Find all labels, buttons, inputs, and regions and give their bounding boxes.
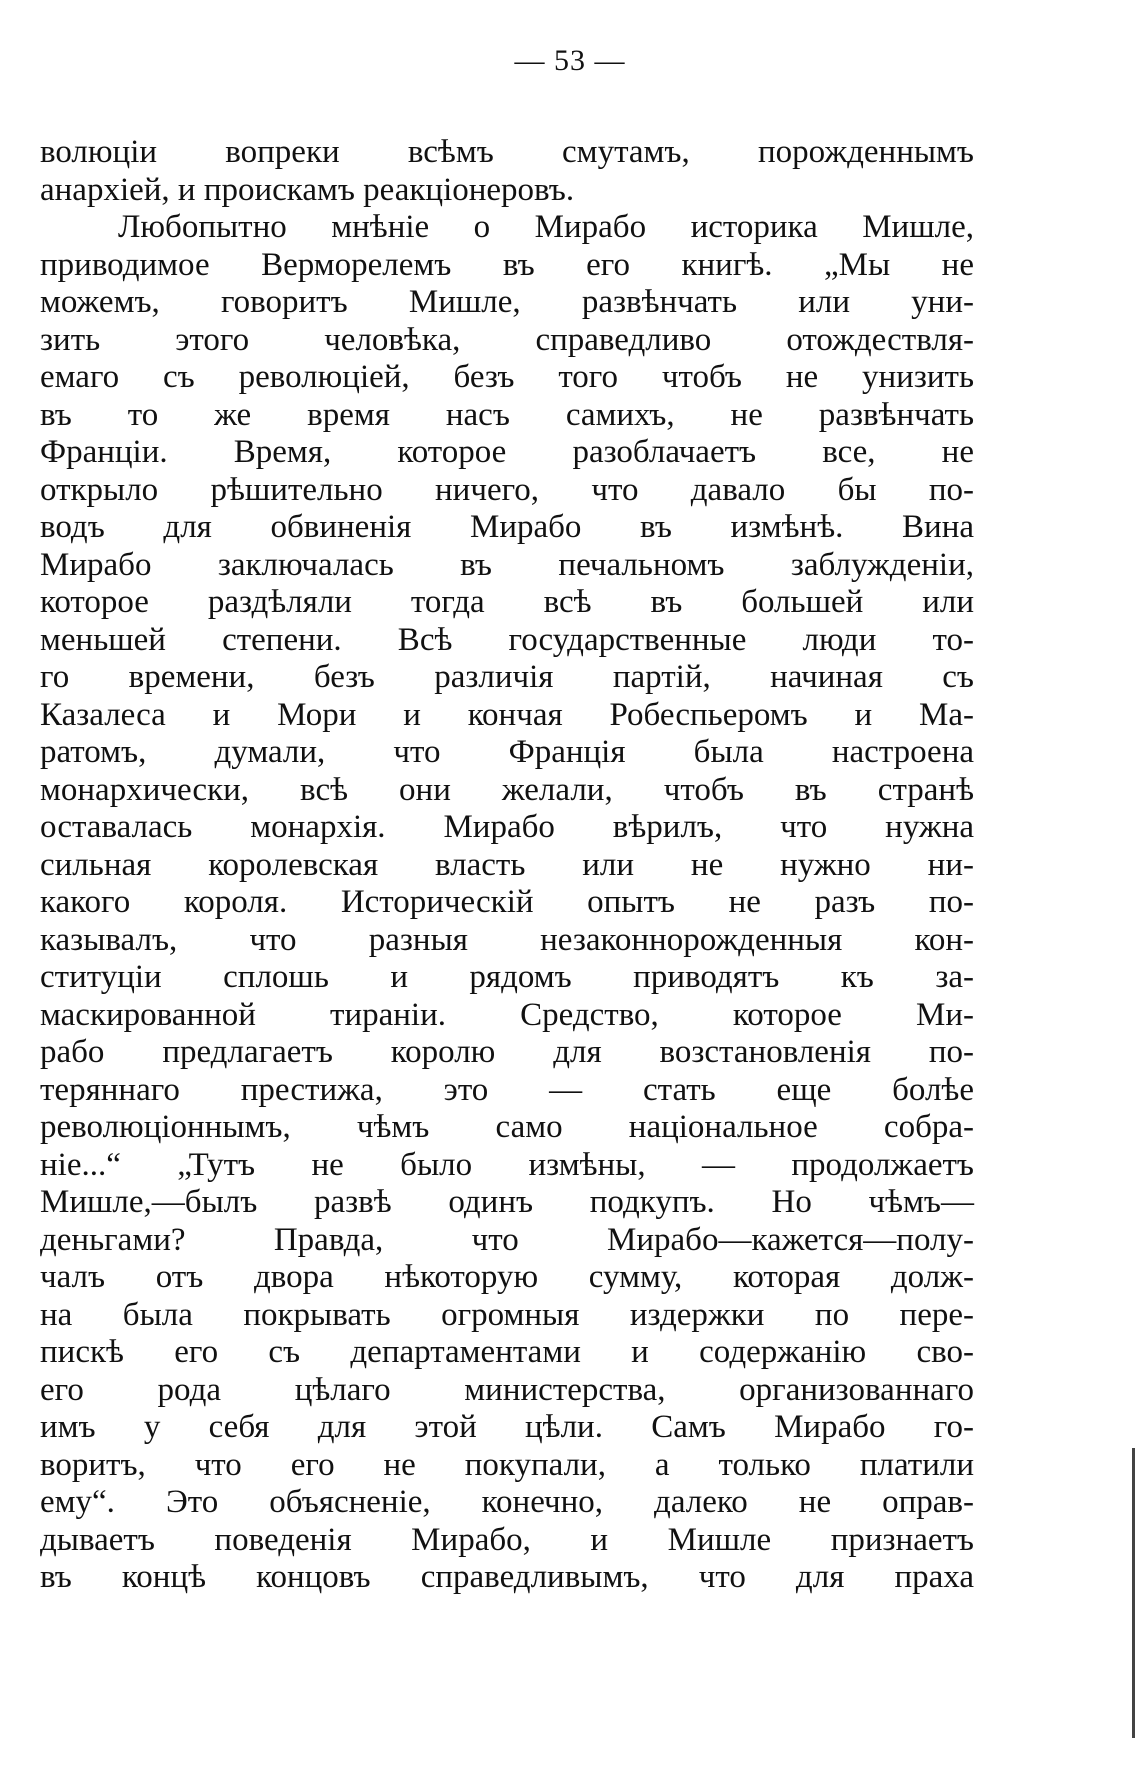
text-line: оставалась монархія. Мирабо вѣрилъ, что нужна xyxy=(40,809,974,845)
text-line: зить этого человѣка, справедливо отождествля- xyxy=(40,321,974,358)
text-line: какого короля. Историческій опытъ не разъ по- xyxy=(40,884,974,920)
text-line: деньгами? Правда, что Мирабо—кажется—полу- xyxy=(40,1221,974,1258)
text-line: сильная королевская власть или не нужно ни- xyxy=(40,846,974,883)
text-line: меньшей степени. Всѣ государственные люди то- xyxy=(40,621,974,658)
text-line: Казалеса и Мори и кончая Робеспьеромъ и Ма- xyxy=(40,696,974,733)
text-line: дываетъ поведенія Мирабо, и Мишле признаетъ xyxy=(40,1521,974,1558)
text-line: го времени, безъ различія партій, начиная съ xyxy=(40,659,974,695)
text-line: ніе...“ „Тутъ не было измѣны, — продолжаетъ xyxy=(40,1146,974,1183)
text-line: Любопытно мнѣніе о Мирабо историка Мишле, xyxy=(118,209,974,245)
text-line: казывалъ, что разныя незаконнорожденныя кон- xyxy=(40,921,974,958)
text-line: открыло рѣшительно ничего, что давало бы по- xyxy=(40,471,974,508)
text-line: въ концѣ концовъ справедливымъ, что для праха xyxy=(40,1559,974,1595)
text-line: можемъ, говоритъ Мишле, развѣнчать или уни- xyxy=(40,284,974,320)
body-text xyxy=(40,134,974,1597)
text-line: пискѣ его съ департаментами и содержанію сво- xyxy=(40,1334,974,1370)
text-line: имъ у себя для этой цѣли. Самъ Мирабо го- xyxy=(40,1409,974,1445)
text-line: которое раздѣляли тогда всѣ въ большей или xyxy=(40,584,974,620)
text-line: водъ для обвиненія Мирабо въ измѣнѣ. Вина xyxy=(40,509,974,545)
text-line: Мирабо заключалась въ печальномъ заблужденіи, xyxy=(40,546,974,583)
text-line: его рода цѣлаго министерства, организованнаго xyxy=(40,1371,974,1408)
text-line: приводимое Верморелемъ въ его книгѣ. „Мы не xyxy=(40,246,974,283)
text-line: теряннаго престижа, это — стать еще болѣе xyxy=(40,1071,974,1108)
text-line: ституціи сплошь и рядомъ приводятъ къ за- xyxy=(40,959,974,995)
text-line: на была покрывать огромныя издержки по пере- xyxy=(40,1296,974,1333)
text-line: чалъ отъ двора нѣкоторую сумму, которая долж- xyxy=(40,1259,974,1295)
text-line: Мишле,—былъ развѣ одинъ подкупъ. Но чѣмъ— xyxy=(40,1184,974,1220)
text-line: анархіей, и проискамъ реакціонеровъ. xyxy=(40,171,575,208)
text-line: ему“. Это объясненіе, конечно, далеко не оправ- xyxy=(40,1484,974,1520)
text-line: волюціи вопреки всѣмъ смутамъ, порожденнымъ xyxy=(40,134,974,170)
text-line: емаго съ революціей, безъ того чтобъ не унизить xyxy=(40,359,974,395)
text-line: въ то же время насъ самихъ, не развѣнчать xyxy=(40,396,974,433)
text-line: ратомъ, думали, что Франція была настроена xyxy=(40,734,974,770)
text-line: рабо предлагаетъ королю для возстановленія по- xyxy=(40,1034,974,1070)
page-number: — 53 — xyxy=(514,44,626,77)
text-line: революціоннымъ, чѣмъ само національное собра- xyxy=(40,1109,974,1145)
scan-edge-line xyxy=(1132,1448,1135,1738)
text-line: Франціи. Время, которое разоблачаетъ все, не xyxy=(40,434,974,470)
text-line: воритъ, что его не покупали, а только платили xyxy=(40,1446,974,1483)
text-line: монархически, всѣ они желали, чтобъ въ странѣ xyxy=(40,771,974,808)
text-line: маскированной тираніи. Средство, которое Ми- xyxy=(40,996,974,1033)
